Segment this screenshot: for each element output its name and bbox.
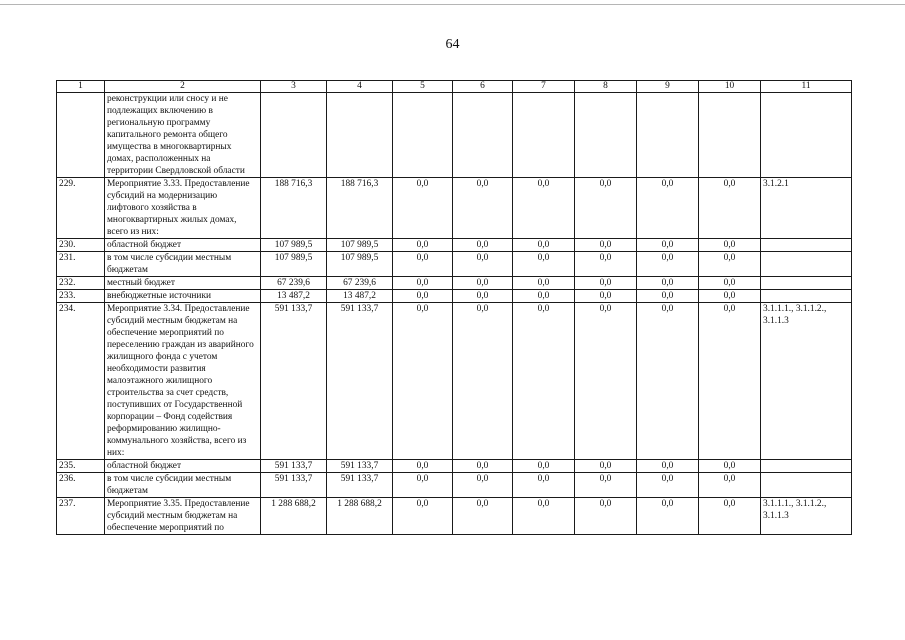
target-codes [761, 239, 852, 252]
value-cell: 0,0 [393, 303, 453, 460]
value-cell: 107 989,5 [327, 239, 393, 252]
column-header: 2 [105, 81, 261, 93]
page-number: 64 [445, 37, 460, 52]
value-cell: 0,0 [699, 252, 761, 277]
value-cell: 591 133,7 [261, 473, 327, 498]
target-codes: 3.1.2.1 [761, 178, 852, 239]
table-row [57, 498, 852, 535]
value-cell: 591 133,7 [261, 303, 327, 460]
target-codes [761, 93, 852, 178]
value-cell [575, 93, 637, 178]
value-cell: 591 133,7 [327, 460, 393, 473]
value-cell: 0,0 [637, 239, 699, 252]
column-header: 1 [57, 81, 105, 93]
value-cell [261, 93, 327, 178]
value-cell: 0,0 [393, 277, 453, 290]
value-cell: 0,0 [453, 178, 513, 239]
value-cell: 67 239,6 [327, 277, 393, 290]
value-cell: 0,0 [513, 252, 575, 277]
row-number: 236. [57, 473, 105, 498]
value-cell: 13 487,2 [261, 290, 327, 303]
value-cell: 0,0 [513, 303, 575, 460]
row-number: 235. [57, 460, 105, 473]
row-description: в том числе субсидии местным бюджетам [105, 252, 261, 277]
value-cell: 0,0 [637, 290, 699, 303]
table-row [57, 252, 852, 277]
value-cell: 0,0 [575, 473, 637, 498]
value-cell: 0,0 [513, 277, 575, 290]
row-number: 233. [57, 290, 105, 303]
row-number [57, 93, 105, 178]
value-cell: 0,0 [575, 290, 637, 303]
value-cell [513, 93, 575, 178]
column-header: 4 [327, 81, 393, 93]
column-header: 7 [513, 81, 575, 93]
value-cell: 0,0 [453, 303, 513, 460]
table-row [57, 460, 852, 473]
value-cell: 107 989,5 [261, 252, 327, 277]
target-codes [761, 460, 852, 473]
table-row [57, 303, 852, 460]
table-header-row [57, 81, 852, 93]
value-cell: 0,0 [453, 460, 513, 473]
row-number: 231. [57, 252, 105, 277]
row-number: 232. [57, 277, 105, 290]
value-cell [699, 93, 761, 178]
value-cell: 0,0 [575, 460, 637, 473]
value-cell: 0,0 [453, 277, 513, 290]
value-cell: 591 133,7 [327, 303, 393, 460]
value-cell: 0,0 [637, 498, 699, 535]
value-cell: 0,0 [637, 303, 699, 460]
target-codes: 3.1.1.1., 3.1.1.2., 3.1.1.3 [761, 303, 852, 460]
value-cell: 0,0 [699, 473, 761, 498]
value-cell: 67 239,6 [261, 277, 327, 290]
value-cell: 0,0 [393, 473, 453, 498]
row-number: 229. [57, 178, 105, 239]
table-row [57, 277, 852, 290]
column-header: 9 [637, 81, 699, 93]
value-cell: 0,0 [393, 178, 453, 239]
row-number: 230. [57, 239, 105, 252]
value-cell: 0,0 [393, 252, 453, 277]
value-cell: 0,0 [575, 252, 637, 277]
target-codes: 3.1.1.1., 3.1.1.2., 3.1.1.3 [761, 498, 852, 535]
value-cell: 0,0 [453, 498, 513, 535]
value-cell: 0,0 [453, 473, 513, 498]
row-description: внебюджетные источники [105, 290, 261, 303]
table-row [57, 239, 852, 252]
target-codes [761, 277, 852, 290]
row-description: Мероприятие 3.35. Предоставление субсидий местным бюджетам на обеспечение мероприятий по [105, 498, 261, 535]
value-cell: 1 288 688,2 [261, 498, 327, 535]
column-header: 11 [761, 81, 852, 93]
value-cell: 0,0 [699, 498, 761, 535]
value-cell: 0,0 [637, 277, 699, 290]
value-cell: 188 716,3 [327, 178, 393, 239]
value-cell: 0,0 [575, 178, 637, 239]
row-description: местный бюджет [105, 277, 261, 290]
column-header: 10 [699, 81, 761, 93]
row-description: областной бюджет [105, 239, 261, 252]
row-description: Мероприятие 3.34. Предоставление субсидий местным бюджетам на обеспечение мероприятий по переселению граждан из аварийного жилищного фонда с учетом необходимости развития малоэтажного жилищного строительства за счет средств, поступивших от Государственной корпорации – Фонд содействия реформированию жилищно-коммунального хозяйства, всего из них: [105, 303, 261, 460]
value-cell: 0,0 [637, 460, 699, 473]
table-row [57, 473, 852, 498]
value-cell: 0,0 [393, 239, 453, 252]
value-cell: 1 288 688,2 [327, 498, 393, 535]
value-cell: 0,0 [513, 239, 575, 252]
value-cell: 591 133,7 [261, 460, 327, 473]
row-number: 237. [57, 498, 105, 535]
value-cell: 107 989,5 [327, 252, 393, 277]
row-description: Мероприятие 3.33. Предоставление субсидий на модернизацию лифтового хозяйства в многоквартирных жилых домах, всего из них: [105, 178, 261, 239]
column-header: 8 [575, 81, 637, 93]
value-cell: 188 716,3 [261, 178, 327, 239]
value-cell: 0,0 [575, 498, 637, 535]
value-cell [637, 93, 699, 178]
value-cell [453, 93, 513, 178]
table-row [57, 178, 852, 239]
value-cell: 0,0 [393, 290, 453, 303]
value-cell: 0,0 [453, 290, 513, 303]
target-codes [761, 290, 852, 303]
value-cell: 0,0 [699, 239, 761, 252]
top-rule [0, 4, 905, 5]
target-codes [761, 473, 852, 498]
value-cell: 0,0 [699, 460, 761, 473]
value-cell: 0,0 [513, 178, 575, 239]
value-cell: 0,0 [637, 252, 699, 277]
value-cell: 0,0 [513, 498, 575, 535]
value-cell: 13 487,2 [327, 290, 393, 303]
value-cell: 0,0 [699, 277, 761, 290]
column-header: 5 [393, 81, 453, 93]
value-cell: 0,0 [393, 498, 453, 535]
value-cell: 0,0 [699, 303, 761, 460]
value-cell: 0,0 [393, 460, 453, 473]
value-cell: 0,0 [513, 473, 575, 498]
value-cell: 0,0 [575, 239, 637, 252]
value-cell: 0,0 [513, 460, 575, 473]
table-row [57, 93, 852, 178]
table-body [57, 81, 852, 535]
table-row [57, 290, 852, 303]
value-cell: 0,0 [453, 239, 513, 252]
value-cell: 0,0 [699, 178, 761, 239]
value-cell: 0,0 [453, 252, 513, 277]
value-cell: 107 989,5 [261, 239, 327, 252]
program-table [56, 80, 852, 535]
value-cell: 0,0 [575, 277, 637, 290]
column-header: 6 [453, 81, 513, 93]
row-description: областной бюджет [105, 460, 261, 473]
value-cell: 0,0 [637, 473, 699, 498]
value-cell: 0,0 [513, 290, 575, 303]
row-number: 234. [57, 303, 105, 460]
target-codes [761, 252, 852, 277]
value-cell [393, 93, 453, 178]
row-description: в том числе субсидии местным бюджетам [105, 473, 261, 498]
row-description: реконструкции или сносу и не подлежащих включению в региональную программу капитального ремонта общего имущества в многоквартирных домах, расположенных на территории Свердловской области [105, 93, 261, 178]
value-cell: 591 133,7 [327, 473, 393, 498]
value-cell: 0,0 [637, 178, 699, 239]
column-header: 3 [261, 81, 327, 93]
value-cell: 0,0 [699, 290, 761, 303]
value-cell [327, 93, 393, 178]
value-cell: 0,0 [575, 303, 637, 460]
